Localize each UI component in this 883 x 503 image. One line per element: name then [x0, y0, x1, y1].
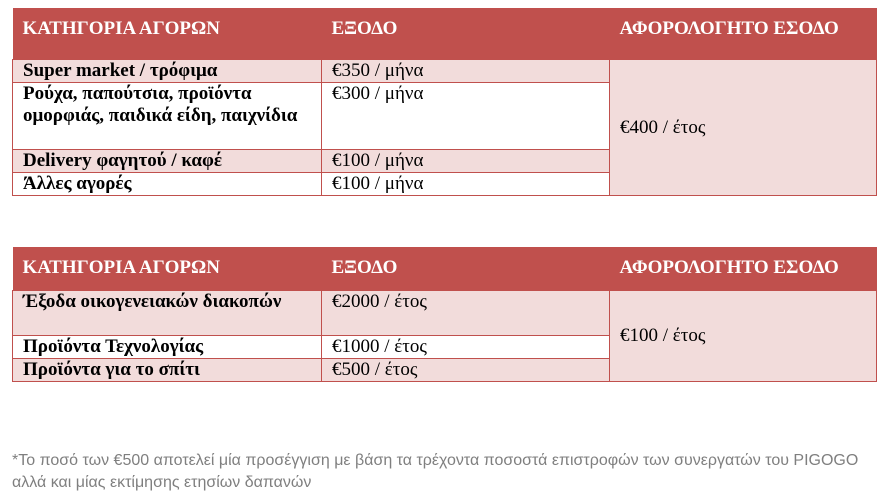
table-header-row — [13, 247, 877, 291]
purchases-table-monthly — [12, 8, 877, 196]
header-category: ΚΑΤΗΓΟΡΙΑ ΑΓΟΡΩΝ — [13, 8, 322, 60]
row-category: Προϊόντα Τεχνολογίας — [13, 336, 322, 359]
header-tax-free: ΑΦΟΡΟΛΟΓΗΤΟ ΕΣΟΔΟ — [610, 8, 877, 60]
row-expense: €100 / μήνα — [322, 173, 610, 196]
row-expense: €300 / μήνα — [322, 83, 610, 150]
header-expense: ΕΞΟΔΟ — [322, 247, 610, 291]
row-category: Άλλες αγορές — [13, 173, 322, 196]
tax-free-value: €100 / έτος — [610, 291, 877, 382]
header-tax-free: ΑΦΟΡΟΛΟΓΗΤΟ ΕΣΟΔΟ — [610, 247, 877, 291]
table-row — [13, 291, 877, 336]
row-category: Ρούχα, παπούτσια, προϊόντα ομορφιάς, παιδικά είδη, παιχνίδια — [13, 83, 322, 150]
tax-free-value: €400 / έτος — [610, 60, 877, 196]
row-expense: €100 / μήνα — [322, 150, 610, 173]
table-row — [13, 60, 877, 83]
table-header-row — [13, 8, 877, 60]
row-expense: €1000 / έτος — [322, 336, 610, 359]
header-category: ΚΑΤΗΓΟΡΙΑ ΑΓΟΡΩΝ — [13, 247, 322, 291]
row-category: Delivery φαγητού / καφέ — [13, 150, 322, 173]
row-expense: €500 / έτος — [322, 359, 610, 382]
row-category: Προϊόντα για το σπίτι — [13, 359, 322, 382]
row-category: Έξοδα οικογενειακών διακοπών — [13, 291, 322, 336]
row-category: Super market / τρόφιμα — [13, 60, 322, 83]
row-expense: €350 / μήνα — [322, 60, 610, 83]
purchases-table-yearly — [12, 247, 877, 382]
footnote: *Το ποσό των €500 αποτελεί μία προσέγγιση με βάση τα τρέχοντα ποσοστά επιστροφών των συνεργατών του PIGOGO αλλά και μίας εκτίμησης ετησίων δαπανών — [12, 452, 859, 491]
header-expense: ΕΞΟΔΟ — [322, 8, 610, 60]
row-expense: €2000 / έτος — [322, 291, 610, 336]
